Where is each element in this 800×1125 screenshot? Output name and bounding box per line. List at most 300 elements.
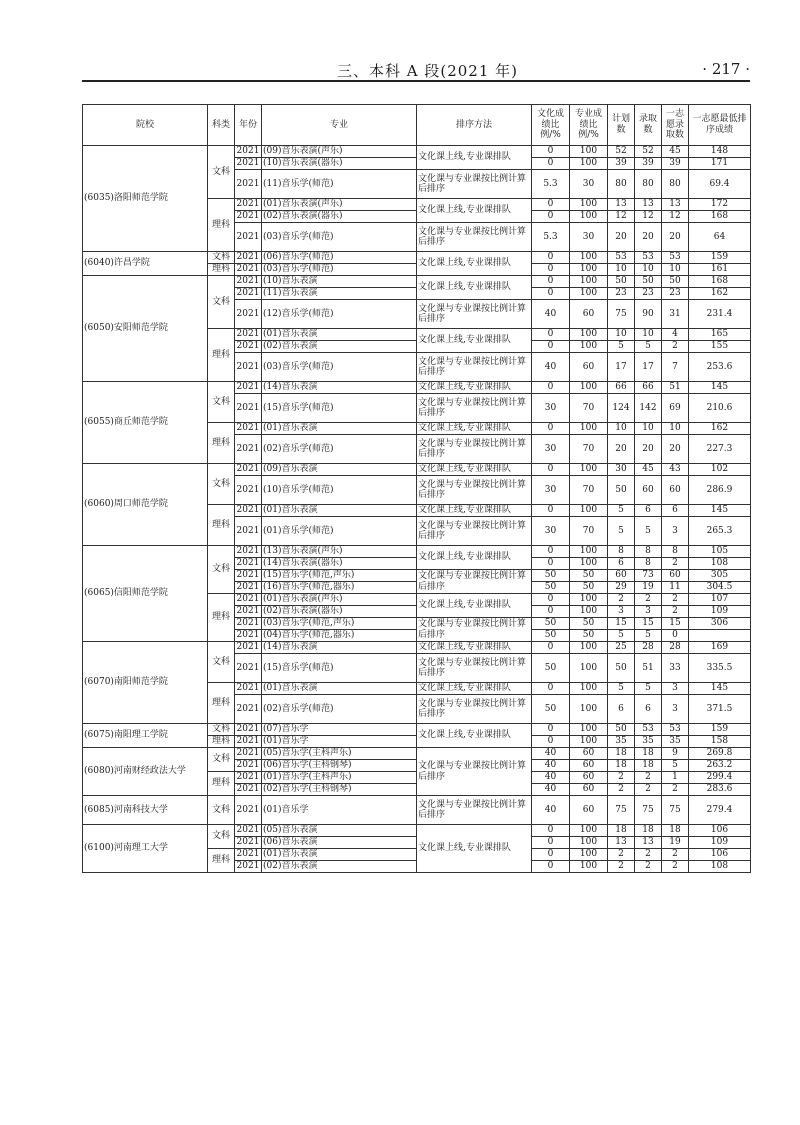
plan-cell: 50 [608, 476, 635, 505]
major-ratio-cell: 100 [570, 464, 608, 476]
major-ratio-cell: 100 [570, 837, 608, 849]
plan-cell: 5 [608, 341, 635, 353]
major-ratio-cell: 60 [570, 353, 608, 382]
method-cell: 文化课上线,专业课排队 [417, 464, 532, 476]
culture-ratio-cell: 0 [532, 505, 570, 517]
culture-ratio-cell: 40 [532, 748, 570, 760]
major-ratio-cell: 100 [570, 199, 608, 211]
plan-cell: 50 [608, 276, 635, 288]
col-min-score: 一志愿最低排序成绩 [689, 105, 751, 146]
culture-ratio-cell: 0 [532, 211, 570, 223]
first-choice-cell: 3 [662, 683, 689, 695]
plan-cell: 124 [608, 394, 635, 423]
method-cell: 文化课与专业课按比例计算后排序 [417, 695, 532, 724]
min-score-cell: 335.5 [689, 654, 751, 683]
major-cell: (14)音乐表演 [262, 382, 417, 394]
year-cell: 2021 [235, 423, 262, 435]
admitted-cell: 75 [635, 796, 662, 825]
first-choice-cell: 35 [662, 736, 689, 748]
table-row [83, 748, 751, 760]
table-row [83, 825, 751, 837]
min-score-cell: 145 [689, 683, 751, 695]
method-cell: 文化课与专业课按比例计算后排序 [417, 796, 532, 825]
admitted-cell: 8 [635, 546, 662, 558]
method-cell: 文化课上线,专业课排队 [417, 546, 532, 570]
major-ratio-cell: 100 [570, 546, 608, 558]
major-ratio-cell: 100 [570, 158, 608, 170]
category-cell: 文科 [208, 252, 235, 264]
major-cell: (12)音乐学(师范) [262, 300, 417, 329]
major-ratio-cell: 60 [570, 748, 608, 760]
method-cell: 文化课上线,专业课排队 [417, 423, 532, 435]
category-cell: 理科 [208, 736, 235, 748]
admitted-cell: 73 [635, 570, 662, 582]
plan-cell: 13 [608, 837, 635, 849]
year-cell: 2021 [235, 435, 262, 464]
min-score-cell: 283.6 [689, 784, 751, 796]
major-cell: (06)音乐学(主科钢琴) [262, 760, 417, 772]
method-cell: 文化课与专业课按比例计算后排序 [417, 476, 532, 505]
category-cell: 文科 [208, 276, 235, 329]
plan-cell: 3 [608, 606, 635, 618]
min-score-cell: 148 [689, 146, 751, 158]
major-ratio-cell: 100 [570, 825, 608, 837]
year-cell: 2021 [235, 825, 262, 837]
major-cell: (13)音乐表演(声乐) [262, 546, 417, 558]
admitted-cell: 28 [635, 642, 662, 654]
plan-cell: 15 [608, 618, 635, 630]
culture-ratio-cell: 0 [532, 329, 570, 341]
first-choice-cell: 3 [662, 517, 689, 546]
major-cell: (01)音乐学 [262, 736, 417, 748]
major-ratio-cell: 60 [570, 784, 608, 796]
culture-ratio-cell: 0 [532, 464, 570, 476]
major-ratio-cell: 100 [570, 264, 608, 276]
plan-cell: 17 [608, 353, 635, 382]
school-cell: (6075)南阳理工学院 [83, 724, 208, 748]
first-choice-cell: 39 [662, 158, 689, 170]
plan-cell: 52 [608, 146, 635, 158]
year-cell: 2021 [235, 353, 262, 382]
first-choice-cell: 10 [662, 264, 689, 276]
plan-cell: 2 [608, 784, 635, 796]
plan-cell: 20 [608, 223, 635, 252]
major-ratio-cell: 70 [570, 476, 608, 505]
admitted-cell: 142 [635, 394, 662, 423]
major-ratio-cell: 70 [570, 394, 608, 423]
culture-ratio-cell: 0 [532, 736, 570, 748]
first-choice-cell: 9 [662, 748, 689, 760]
major-ratio-cell: 100 [570, 849, 608, 861]
plan-cell: 2 [608, 849, 635, 861]
admitted-cell: 51 [635, 654, 662, 683]
year-cell: 2021 [235, 276, 262, 288]
first-choice-cell: 60 [662, 570, 689, 582]
first-choice-cell: 12 [662, 211, 689, 223]
min-score-cell: 253.6 [689, 353, 751, 382]
year-cell: 2021 [235, 606, 262, 618]
method-cell: 文化课与专业课按比例计算后排序 [417, 570, 532, 594]
school-cell: (6040)许昌学院 [83, 252, 208, 276]
method-cell: 文化课与专业课按比例计算后排序 [417, 618, 532, 642]
plan-cell: 6 [608, 695, 635, 724]
major-ratio-cell: 100 [570, 683, 608, 695]
admitted-cell: 5 [635, 683, 662, 695]
category-cell: 文科 [208, 748, 235, 772]
major-ratio-cell: 50 [570, 630, 608, 642]
culture-ratio-cell: 0 [532, 724, 570, 736]
first-choice-cell: 60 [662, 476, 689, 505]
category-cell: 理科 [208, 199, 235, 252]
first-choice-cell: 1 [662, 772, 689, 784]
year-cell: 2021 [235, 861, 262, 873]
year-cell: 2021 [235, 252, 262, 264]
plan-cell: 2 [608, 861, 635, 873]
admitted-cell: 13 [635, 837, 662, 849]
admitted-cell: 17 [635, 353, 662, 382]
plan-cell: 13 [608, 199, 635, 211]
major-cell: (01)音乐学(师范) [262, 517, 417, 546]
admitted-cell: 52 [635, 146, 662, 158]
min-score-cell: 106 [689, 825, 751, 837]
first-choice-cell: 0 [662, 630, 689, 642]
admitted-cell: 18 [635, 760, 662, 772]
header-rule [82, 80, 750, 82]
method-cell: 文化课与专业课按比例计算后排序 [417, 748, 532, 796]
major-ratio-cell: 50 [570, 618, 608, 630]
first-choice-cell: 20 [662, 435, 689, 464]
col-admitted: 录取数 [635, 105, 662, 146]
major-cell: (01)音乐表演(声乐) [262, 199, 417, 211]
culture-ratio-cell: 50 [532, 582, 570, 594]
major-cell: (14)音乐表演(器乐) [262, 558, 417, 570]
method-cell: 文化课上线,专业课排队 [417, 252, 532, 276]
admitted-cell: 39 [635, 158, 662, 170]
first-choice-cell: 3 [662, 695, 689, 724]
col-method: 排序方法 [417, 105, 532, 146]
min-score-cell: 69.4 [689, 170, 751, 199]
min-score-cell: 269.8 [689, 748, 751, 760]
culture-ratio-cell: 40 [532, 772, 570, 784]
first-choice-cell: 6 [662, 505, 689, 517]
year-cell: 2021 [235, 264, 262, 276]
method-cell: 文化课与专业课按比例计算后排序 [417, 353, 532, 382]
method-cell: 文化课上线,专业课排队 [417, 382, 532, 394]
culture-ratio-cell: 0 [532, 861, 570, 873]
culture-ratio-cell: 0 [532, 146, 570, 158]
culture-ratio-cell: 40 [532, 796, 570, 825]
culture-ratio-cell: 0 [532, 252, 570, 264]
table-row [83, 252, 751, 264]
admitted-cell: 15 [635, 618, 662, 630]
admitted-cell: 6 [635, 505, 662, 517]
major-ratio-cell: 60 [570, 772, 608, 784]
year-cell: 2021 [235, 760, 262, 772]
first-choice-cell: 2 [662, 849, 689, 861]
first-choice-cell: 10 [662, 423, 689, 435]
plan-cell: 5 [608, 505, 635, 517]
culture-ratio-cell: 5.3 [532, 223, 570, 252]
major-cell: (02)音乐表演(器乐) [262, 211, 417, 223]
admitted-cell: 3 [635, 606, 662, 618]
culture-ratio-cell: 0 [532, 642, 570, 654]
plan-cell: 60 [608, 570, 635, 582]
min-score-cell: 169 [689, 642, 751, 654]
admitted-cell: 2 [635, 772, 662, 784]
first-choice-cell: 11 [662, 582, 689, 594]
first-choice-cell: 75 [662, 796, 689, 825]
plan-cell: 29 [608, 582, 635, 594]
major-cell: (11)音乐学(师范) [262, 170, 417, 199]
plan-cell: 18 [608, 825, 635, 837]
plan-cell: 50 [608, 654, 635, 683]
admitted-cell: 23 [635, 288, 662, 300]
major-ratio-cell: 100 [570, 695, 608, 724]
min-score-cell: 107 [689, 594, 751, 606]
major-ratio-cell: 100 [570, 724, 608, 736]
min-score-cell: 210.6 [689, 394, 751, 423]
table-row [83, 724, 751, 736]
year-cell: 2021 [235, 570, 262, 582]
year-cell: 2021 [235, 642, 262, 654]
year-cell: 2021 [235, 517, 262, 546]
year-cell: 2021 [235, 288, 262, 300]
year-cell: 2021 [235, 170, 262, 199]
category-cell: 文科 [208, 825, 235, 849]
year-cell: 2021 [235, 618, 262, 630]
culture-ratio-cell: 30 [532, 517, 570, 546]
min-score-cell: 102 [689, 464, 751, 476]
min-score-cell: 305 [689, 570, 751, 582]
admitted-cell: 18 [635, 748, 662, 760]
major-cell: (01)音乐表演 [262, 329, 417, 341]
year-cell: 2021 [235, 558, 262, 570]
plan-cell: 50 [608, 724, 635, 736]
method-cell: 文化课与专业课按比例计算后排序 [417, 170, 532, 199]
year-cell: 2021 [235, 300, 262, 329]
school-cell: (6035)洛阳师范学院 [83, 146, 208, 252]
method-cell: 文化课上线,专业课排队 [417, 683, 532, 695]
col-category: 科类 [208, 105, 235, 146]
major-ratio-cell: 100 [570, 606, 608, 618]
admitted-cell: 18 [635, 825, 662, 837]
major-cell: (05)音乐表演 [262, 825, 417, 837]
culture-ratio-cell: 0 [532, 837, 570, 849]
admitted-cell: 53 [635, 724, 662, 736]
culture-ratio-cell: 50 [532, 570, 570, 582]
plan-cell: 10 [608, 329, 635, 341]
category-cell: 理科 [208, 505, 235, 546]
culture-ratio-cell: 0 [532, 849, 570, 861]
school-cell: (6070)南阳师范学院 [83, 642, 208, 724]
major-cell: (01)音乐学 [262, 796, 417, 825]
method-cell: 文化课上线,专业课排队 [417, 825, 532, 873]
first-choice-cell: 53 [662, 724, 689, 736]
col-plan: 计划数 [608, 105, 635, 146]
major-cell: (03)音乐学(师范) [262, 264, 417, 276]
major-cell: (11)音乐表演 [262, 288, 417, 300]
plan-cell: 8 [608, 546, 635, 558]
major-cell: (06)音乐表演 [262, 837, 417, 849]
year-cell: 2021 [235, 146, 262, 158]
culture-ratio-cell: 40 [532, 784, 570, 796]
category-cell: 文科 [208, 464, 235, 505]
min-score-cell: 106 [689, 849, 751, 861]
school-cell: (6100)河南理工大学 [83, 825, 208, 873]
admitted-cell: 5 [635, 517, 662, 546]
plan-cell: 10 [608, 423, 635, 435]
school-cell: (6060)周口师范学院 [83, 464, 208, 546]
year-cell: 2021 [235, 772, 262, 784]
plan-cell: 10 [608, 264, 635, 276]
major-cell: (02)音乐表演 [262, 341, 417, 353]
plan-cell: 66 [608, 382, 635, 394]
year-cell: 2021 [235, 158, 262, 170]
major-cell: (05)音乐学(主科声乐) [262, 748, 417, 760]
culture-ratio-cell: 0 [532, 264, 570, 276]
plan-cell: 25 [608, 642, 635, 654]
school-cell: (6080)河南财经政法大学 [83, 748, 208, 796]
category-cell: 文科 [208, 724, 235, 736]
major-ratio-cell: 100 [570, 654, 608, 683]
major-cell: (15)音乐学(师范) [262, 394, 417, 423]
table-header-row [83, 105, 751, 146]
admitted-cell: 2 [635, 784, 662, 796]
category-cell: 文科 [208, 382, 235, 423]
year-cell: 2021 [235, 796, 262, 825]
year-cell: 2021 [235, 849, 262, 861]
school-cell: (6065)信阳师范学院 [83, 546, 208, 642]
plan-cell: 5 [608, 517, 635, 546]
table-row [83, 796, 751, 825]
major-cell: (04)音乐学(师范,器乐) [262, 630, 417, 642]
year-cell: 2021 [235, 199, 262, 211]
year-cell: 2021 [235, 695, 262, 724]
year-cell: 2021 [235, 784, 262, 796]
year-cell: 2021 [235, 594, 262, 606]
plan-cell: 18 [608, 760, 635, 772]
plan-cell: 12 [608, 211, 635, 223]
year-cell: 2021 [235, 724, 262, 736]
min-score-cell: 304.5 [689, 582, 751, 594]
admitted-cell: 6 [635, 695, 662, 724]
major-cell: (06)音乐学(师范) [262, 252, 417, 264]
min-score-cell: 145 [689, 505, 751, 517]
first-choice-cell: 18 [662, 825, 689, 837]
first-choice-cell: 2 [662, 606, 689, 618]
min-score-cell: 159 [689, 252, 751, 264]
year-cell: 2021 [235, 736, 262, 748]
category-cell: 理科 [208, 329, 235, 382]
admitted-cell: 13 [635, 199, 662, 211]
page-number: · 217 · [702, 60, 750, 78]
table-row [83, 146, 751, 158]
admitted-cell: 60 [635, 476, 662, 505]
min-score-cell: 265.3 [689, 517, 751, 546]
year-cell: 2021 [235, 211, 262, 223]
first-choice-cell: 69 [662, 394, 689, 423]
first-choice-cell: 5 [662, 760, 689, 772]
culture-ratio-cell: 40 [532, 353, 570, 382]
year-cell: 2021 [235, 683, 262, 695]
culture-ratio-cell: 0 [532, 382, 570, 394]
min-score-cell: 371.5 [689, 695, 751, 724]
major-cell: (02)音乐表演(器乐) [262, 606, 417, 618]
admitted-cell: 2 [635, 849, 662, 861]
major-cell: (01)音乐表演 [262, 505, 417, 517]
major-ratio-cell: 100 [570, 288, 608, 300]
table-row [83, 546, 751, 558]
major-ratio-cell: 100 [570, 382, 608, 394]
year-cell: 2021 [235, 476, 262, 505]
first-choice-cell: 7 [662, 353, 689, 382]
category-cell: 文科 [208, 796, 235, 825]
first-choice-cell: 2 [662, 784, 689, 796]
plan-cell: 75 [608, 300, 635, 329]
major-cell: (01)音乐表演 [262, 423, 417, 435]
school-cell: (6055)商丘师范学院 [83, 382, 208, 464]
plan-cell: 39 [608, 158, 635, 170]
culture-ratio-cell: 40 [532, 300, 570, 329]
year-cell: 2021 [235, 329, 262, 341]
method-cell: 文化课与专业课按比例计算后排序 [417, 517, 532, 546]
page-header [82, 60, 750, 82]
major-ratio-cell: 60 [570, 796, 608, 825]
culture-ratio-cell: 0 [532, 276, 570, 288]
culture-ratio-cell: 30 [532, 435, 570, 464]
min-score-cell: 171 [689, 158, 751, 170]
min-score-cell: 231.4 [689, 300, 751, 329]
min-score-cell: 109 [689, 837, 751, 849]
year-cell: 2021 [235, 394, 262, 423]
major-cell: (15)音乐学(师范,声乐) [262, 570, 417, 582]
major-cell: (10)音乐表演 [262, 276, 417, 288]
plan-cell: 80 [608, 170, 635, 199]
major-ratio-cell: 70 [570, 435, 608, 464]
admitted-cell: 10 [635, 423, 662, 435]
category-cell: 理科 [208, 264, 235, 276]
min-score-cell: 158 [689, 736, 751, 748]
major-ratio-cell: 100 [570, 594, 608, 606]
method-cell: 文化课上线,专业课排队 [417, 276, 532, 300]
culture-ratio-cell: 50 [532, 630, 570, 642]
plan-cell: 23 [608, 288, 635, 300]
major-ratio-cell: 100 [570, 558, 608, 570]
major-cell: (01)音乐表演(声乐) [262, 594, 417, 606]
plan-cell: 2 [608, 594, 635, 606]
admitted-cell: 12 [635, 211, 662, 223]
major-cell: (01)音乐表演 [262, 683, 417, 695]
plan-cell: 75 [608, 796, 635, 825]
method-cell: 文化课上线,专业课排队 [417, 642, 532, 654]
major-ratio-cell: 50 [570, 582, 608, 594]
major-cell: (02)音乐学(师范) [262, 695, 417, 724]
culture-ratio-cell: 30 [532, 476, 570, 505]
major-ratio-cell: 100 [570, 736, 608, 748]
admitted-cell: 20 [635, 435, 662, 464]
major-ratio-cell: 100 [570, 252, 608, 264]
admitted-cell: 90 [635, 300, 662, 329]
min-score-cell: 306 [689, 618, 751, 630]
category-cell: 文科 [208, 546, 235, 594]
first-choice-cell: 33 [662, 654, 689, 683]
min-score-cell: 108 [689, 861, 751, 873]
major-ratio-cell: 100 [570, 329, 608, 341]
major-cell: (01)音乐学(主科声乐) [262, 772, 417, 784]
major-cell: (07)音乐学 [262, 724, 417, 736]
first-choice-cell: 28 [662, 642, 689, 654]
admitted-cell: 66 [635, 382, 662, 394]
